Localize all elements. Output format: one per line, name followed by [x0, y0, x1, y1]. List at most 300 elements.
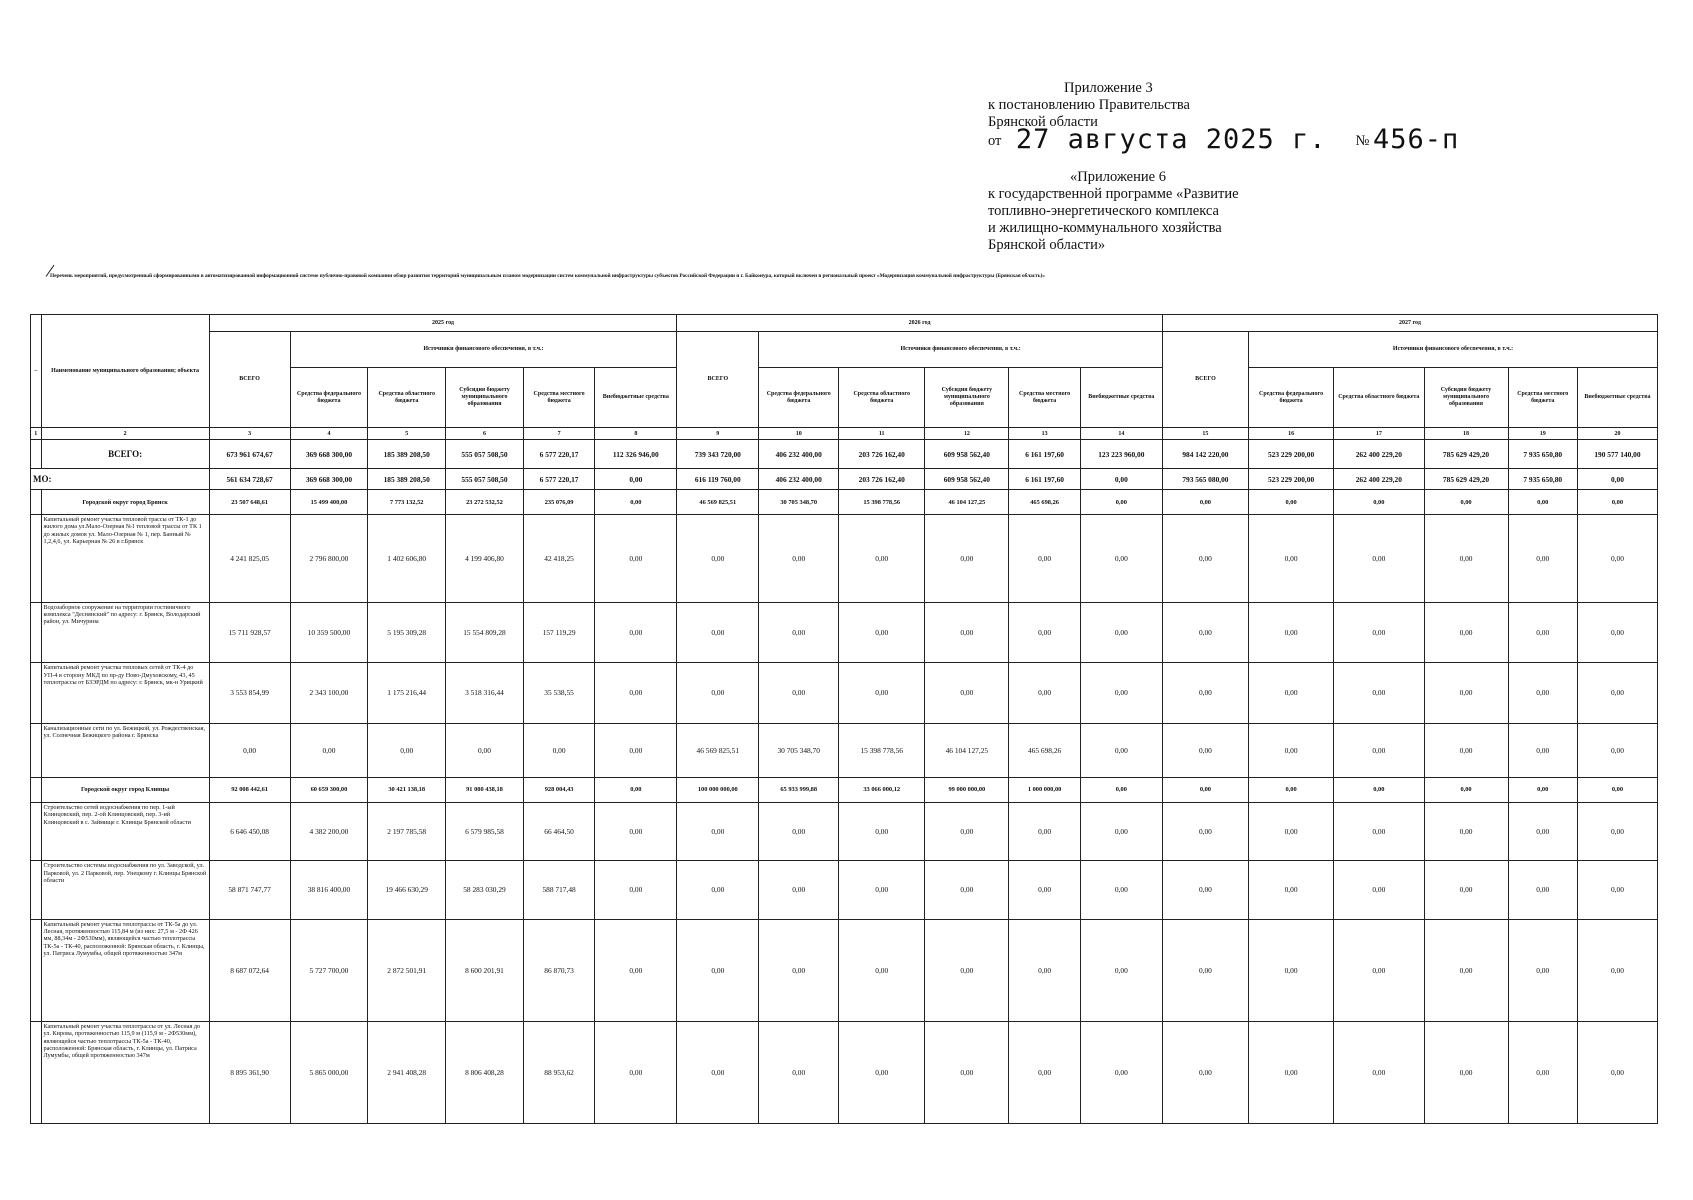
value-cell: 0,00: [677, 861, 759, 919]
sources-2027-header: Источники финансового обеспечения, в т.ч.:: [1249, 332, 1658, 368]
value-cell: 0,00: [1249, 663, 1334, 723]
value-cell: 0,00: [677, 802, 759, 860]
src-extra-header: Внебюджетные средства: [1577, 368, 1657, 428]
value-cell: 157 119,29: [523, 602, 594, 662]
row-index-cell: [31, 802, 42, 860]
src-sub-header: Субсидия бюджету муниципального образования: [925, 368, 1009, 428]
value-cell: 4 199 406,80: [446, 515, 524, 603]
value-cell: 561 634 728,67: [209, 469, 290, 490]
value-cell: 0,00: [1577, 802, 1657, 860]
value-cell: 0,00: [1508, 919, 1577, 1021]
value-cell: 0,00: [677, 515, 759, 603]
row-label: Городской округ город Клинцы: [41, 777, 209, 802]
row-label: Городской округ город Брянск: [41, 490, 209, 515]
row-index-cell: [31, 602, 42, 662]
value-cell: 0,00: [1080, 602, 1162, 662]
value-cell: 0,00: [1508, 802, 1577, 860]
value-cell: 0,00: [1424, 490, 1508, 515]
value-cell: 0,00: [1249, 602, 1334, 662]
value-cell: 0,00: [595, 1021, 677, 1123]
row-label: Канализационные сети по ул. Бежицкой, ул. Рождественская, ул. Солнечная Бежицкого района г. Брянска: [41, 723, 209, 777]
value-cell: 0,00: [1334, 490, 1424, 515]
value-cell: 15 499 400,00: [290, 490, 368, 515]
value-cell: 0,00: [1577, 723, 1657, 777]
value-cell: 0,00: [1162, 802, 1248, 860]
value-cell: 4 241 825,05: [209, 515, 290, 603]
src-loc-header: Средства местного бюджета: [1009, 368, 1080, 428]
value-cell: 0,00: [759, 802, 839, 860]
table-row: [31, 802, 1658, 860]
value-cell: 369 668 300,00: [290, 469, 368, 490]
value-cell: 0,00: [1249, 490, 1334, 515]
value-cell: 6 646 450,08: [209, 802, 290, 860]
table-row: [31, 861, 1658, 919]
value-cell: 0,00: [1249, 723, 1334, 777]
value-cell: 0,00: [1009, 663, 1080, 723]
appendix-line: к государственной программе «Развитие: [988, 186, 1239, 202]
value-cell: 35 538,55: [523, 663, 594, 723]
value-cell: 0,00: [1162, 490, 1248, 515]
value-cell: 0,00: [1508, 861, 1577, 919]
value-cell: 0,00: [1009, 515, 1080, 603]
value-cell: 0,00: [677, 663, 759, 723]
value-cell: 0,00: [839, 802, 925, 860]
value-cell: 88 953,62: [523, 1021, 594, 1123]
value-cell: 0,00: [1249, 777, 1334, 802]
value-cell: 785 629 429,20: [1424, 469, 1508, 490]
value-cell: 38 816 400,00: [290, 861, 368, 919]
value-cell: 8 600 201,91: [446, 919, 524, 1021]
value-cell: 30 705 348,70: [759, 723, 839, 777]
value-cell: 0,00: [839, 861, 925, 919]
value-cell: 0,00: [1577, 1021, 1657, 1123]
value-cell: 65 933 999,88: [759, 777, 839, 802]
row-label: Капитальный ремонт участка теплотрассы от ул. Лесная до ул. Кирова, протяженностью 115,9 м (115,9 м - 2Ф530мм), являющейся частью теплотрассы ТК-5а - ТК-40, расположенной: Брянская область, г. Клинцы, ул. Патриса Лумумбы, общей протяженностью 347м: [41, 1021, 209, 1123]
value-cell: 0,00: [1508, 515, 1577, 603]
value-cell: 0,00: [595, 861, 677, 919]
value-cell: 0,00: [1424, 919, 1508, 1021]
value-cell: 5 865 000,00: [290, 1021, 368, 1123]
value-cell: 123 223 960,00: [1080, 440, 1162, 469]
value-cell: 235 076,09: [523, 490, 594, 515]
value-cell: 0,00: [595, 515, 677, 603]
value-cell: 0,00: [1577, 663, 1657, 723]
value-cell: 0,00: [759, 602, 839, 662]
table-row: [31, 515, 1658, 603]
src-sub-header: Субсидия бюджету муниципального образования: [446, 368, 524, 428]
sources-2025-header: Источники финансового обеспечения, в т.ч.:: [290, 332, 677, 368]
value-cell: 7 935 650,80: [1508, 440, 1577, 469]
value-cell: 0,00: [368, 723, 446, 777]
column-number: 18: [1424, 428, 1508, 440]
value-cell: 0,00: [1009, 802, 1080, 860]
value-cell: 0,00: [1577, 602, 1657, 662]
value-cell: 0,00: [1508, 602, 1577, 662]
column-number: 19: [1508, 428, 1577, 440]
column-number: 13: [1009, 428, 1080, 440]
value-cell: 673 961 674,67: [209, 440, 290, 469]
appendix-header: [988, 80, 1508, 254]
value-cell: 0,00: [1577, 861, 1657, 919]
value-cell: 19 466 630,29: [368, 861, 446, 919]
value-cell: 588 717,48: [523, 861, 594, 919]
row-label: Капитальный ремонт участка теплотрассы от ТК-5а до ул. Лесная, протяженностью 115,84 м (из них: 27,5 м - 2Ф 426 мм, 88,34м - 2Ф530мм), являющейся частью теплотрассы ТК-5а - ТК-40, расположенной: Брянская область, г. Клинцы, ул. Патриса Лумумбы, общей протяженностью 347м: [41, 919, 209, 1021]
row-index-cell: [31, 861, 42, 919]
value-cell: 99 000 000,00: [925, 777, 1009, 802]
value-cell: 0,00: [1249, 1021, 1334, 1123]
value-cell: 0,00: [1577, 490, 1657, 515]
row-label: Строительство системы водоснабжения по ул. Заводской, ул. Парковой, ул. 2 Парковой, пер. Унецкому г. Клинцы Брянской области: [41, 861, 209, 919]
value-cell: 465 698,26: [1009, 723, 1080, 777]
year-2026-header: 2026 год: [677, 315, 1163, 332]
value-cell: 8 806 408,28: [446, 1021, 524, 1123]
value-cell: 0,00: [839, 663, 925, 723]
value-cell: 0,00: [1577, 515, 1657, 603]
table-row: [31, 440, 1658, 469]
value-cell: 2 796 800,00: [290, 515, 368, 603]
row-index-cell: [31, 723, 42, 777]
value-cell: 0,00: [1080, 469, 1162, 490]
row-index-cell: [31, 663, 42, 723]
appendix-line: и жилищно-коммунального хозяйства: [988, 220, 1222, 236]
value-cell: 58 871 747,77: [209, 861, 290, 919]
value-cell: 369 668 300,00: [290, 440, 368, 469]
column-number: 20: [1577, 428, 1657, 440]
column-number: 2: [41, 428, 209, 440]
row-label: Водозаборное сооружение на территории гостиничного комплекса "Деснянский" по адресу: г. Брянск, Володарский район, ул. Мичурина: [41, 602, 209, 662]
value-cell: 2 941 408,28: [368, 1021, 446, 1123]
value-cell: 10 359 500,00: [290, 602, 368, 662]
value-cell: 30 705 348,70: [759, 490, 839, 515]
value-cell: 406 232 400,00: [759, 440, 839, 469]
value-cell: 0,00: [1249, 802, 1334, 860]
value-cell: 0,00: [1080, 1021, 1162, 1123]
table-row: [31, 663, 1658, 723]
value-cell: 8 687 072,64: [209, 919, 290, 1021]
value-cell: 33 066 000,12: [839, 777, 925, 802]
value-cell: 0,00: [925, 602, 1009, 662]
column-number-row: [31, 428, 1658, 440]
value-cell: 6 579 985,58: [446, 802, 524, 860]
value-cell: 0,00: [925, 663, 1009, 723]
value-cell: 0,00: [1508, 490, 1577, 515]
value-cell: 0,00: [759, 919, 839, 1021]
value-cell: 609 958 562,40: [925, 469, 1009, 490]
value-cell: 555 057 508,50: [446, 469, 524, 490]
funding-table: [30, 314, 1658, 1124]
value-cell: 0,00: [1508, 723, 1577, 777]
value-cell: 91 080 438,18: [446, 777, 524, 802]
value-cell: 5 195 309,28: [368, 602, 446, 662]
table-row: [31, 723, 1658, 777]
value-cell: 0,00: [677, 602, 759, 662]
value-cell: 15 554 809,28: [446, 602, 524, 662]
value-cell: 46 569 825,51: [677, 490, 759, 515]
year-2025-header: 2025 год: [209, 315, 677, 332]
number-label: №: [1355, 133, 1370, 149]
value-cell: 0,00: [1080, 490, 1162, 515]
value-cell: 0,00: [1080, 723, 1162, 777]
value-cell: 203 726 162,40: [839, 440, 925, 469]
value-cell: 0,00: [1009, 602, 1080, 662]
value-cell: 0,00: [1424, 663, 1508, 723]
row-index-cell: [31, 919, 42, 1021]
value-cell: 1 175 216,44: [368, 663, 446, 723]
value-cell: 0,00: [1162, 515, 1248, 603]
value-cell: 0,00: [595, 919, 677, 1021]
value-cell: 185 389 208,50: [368, 469, 446, 490]
value-cell: 0,00: [1424, 723, 1508, 777]
value-cell: 262 400 229,20: [1334, 469, 1424, 490]
value-cell: 0,00: [1508, 663, 1577, 723]
table-row: [31, 469, 1658, 490]
value-cell: 58 283 030,29: [446, 861, 524, 919]
value-cell: 5 727 700,00: [290, 919, 368, 1021]
value-cell: 0,00: [839, 1021, 925, 1123]
value-cell: 0,00: [839, 602, 925, 662]
column-number: 14: [1080, 428, 1162, 440]
src-reg-header: Средства областного бюджета: [1334, 368, 1424, 428]
value-cell: 0,00: [595, 663, 677, 723]
value-cell: 0,00: [1334, 663, 1424, 723]
value-cell: 203 726 162,40: [839, 469, 925, 490]
value-cell: 15 398 778,56: [839, 723, 925, 777]
value-cell: 0,00: [446, 723, 524, 777]
value-cell: 406 232 400,00: [759, 469, 839, 490]
row-index-cell: [31, 515, 42, 603]
src-extra-header: Внебюджетные средства: [1080, 368, 1162, 428]
row-label: Строительство сетей водоснабжения по пер. 1-ый Клинцовский, пер. 2-ой Клинцовский, пер. 3-ий Клинцовский в с. Займище г. Клинцы Брянской области: [41, 802, 209, 860]
row-index-cell: [31, 490, 42, 515]
value-cell: 92 008 442,61: [209, 777, 290, 802]
row-label: МО:: [31, 469, 210, 490]
appendix-line: «Приложение 6: [1070, 169, 1166, 185]
src-reg-header: Средства областного бюджета: [368, 368, 446, 428]
column-number: 12: [925, 428, 1009, 440]
value-cell: 0,00: [1424, 861, 1508, 919]
value-cell: 185 389 208,50: [368, 440, 446, 469]
value-cell: 0,00: [523, 723, 594, 777]
value-cell: 0,00: [925, 515, 1009, 603]
value-cell: 0,00: [925, 919, 1009, 1021]
column-number: 9: [677, 428, 759, 440]
value-cell: 928 004,43: [523, 777, 594, 802]
value-cell: 523 229 200,00: [1249, 469, 1334, 490]
value-cell: 0,00: [925, 802, 1009, 860]
value-cell: 100 000 000,00: [677, 777, 759, 802]
column-number: 6: [446, 428, 524, 440]
value-cell: 46 104 127,25: [925, 490, 1009, 515]
value-cell: 0,00: [1508, 1021, 1577, 1123]
value-cell: 0,00: [1080, 777, 1162, 802]
value-cell: 8 895 361,90: [209, 1021, 290, 1123]
value-cell: 0,00: [1424, 515, 1508, 603]
value-cell: 0,00: [759, 663, 839, 723]
value-cell: 0,00: [839, 515, 925, 603]
value-cell: 0,00: [759, 515, 839, 603]
value-cell: 0,00: [1424, 777, 1508, 802]
sources-2026-header: Источники финансового обеспечения, в т.ч.:: [759, 332, 1163, 368]
src-loc-header: Средства местного бюджета: [1508, 368, 1577, 428]
value-cell: 6 161 197,60: [1009, 469, 1080, 490]
src-fed-header: Средства федерального бюджета: [759, 368, 839, 428]
value-cell: 0,00: [1009, 861, 1080, 919]
column-number: 11: [839, 428, 925, 440]
row-index-cell: [31, 1021, 42, 1123]
value-cell: 0,00: [925, 861, 1009, 919]
src-fed-header: Средства федерального бюджета: [1249, 368, 1334, 428]
value-cell: 0,00: [1249, 515, 1334, 603]
column-number: 15: [1162, 428, 1248, 440]
value-cell: 609 958 562,40: [925, 440, 1009, 469]
value-cell: 0,00: [1162, 919, 1248, 1021]
row-label: Капитальный ремонт участка тепловых сетей от ТК-4 до УП-4 в сторону МКД по пр-ду Ново-Дмуховскому, 43, 45 теплотрассы от БЗЭРДМ по адресу: г. Брянск, мк-н Урицкий: [41, 663, 209, 723]
value-cell: 0,00: [1334, 861, 1424, 919]
value-cell: 0,00: [677, 1021, 759, 1123]
appendix-line: Брянской области»: [988, 237, 1106, 253]
value-cell: 0,00: [1334, 515, 1424, 603]
column-number: 4: [290, 428, 368, 440]
value-cell: 984 142 220,00: [1162, 440, 1248, 469]
value-cell: 0,00: [1080, 802, 1162, 860]
row-index-cell: [31, 440, 42, 469]
src-extra-header: Внебюджетные средства: [595, 368, 677, 428]
value-cell: 42 418,25: [523, 515, 594, 603]
value-cell: 0,00: [1162, 723, 1248, 777]
value-cell: 0,00: [209, 723, 290, 777]
value-cell: 15 711 928,57: [209, 602, 290, 662]
from-label: от: [988, 133, 1002, 149]
value-cell: 0,00: [1009, 1021, 1080, 1123]
value-cell: 0,00: [1162, 602, 1248, 662]
value-cell: 0,00: [1080, 861, 1162, 919]
value-cell: 2 197 785,58: [368, 802, 446, 860]
value-cell: 3 553 854,99: [209, 663, 290, 723]
value-cell: 0,00: [1424, 1021, 1508, 1123]
value-cell: 15 398 778,56: [839, 490, 925, 515]
column-number: 10: [759, 428, 839, 440]
value-cell: 46 104 127,25: [925, 723, 1009, 777]
total-2027-header: ВСЕГО: [1162, 332, 1248, 428]
table-row: [31, 602, 1658, 662]
value-cell: 86 870,73: [523, 919, 594, 1021]
value-cell: 793 565 080,00: [1162, 469, 1248, 490]
value-cell: 0,00: [595, 723, 677, 777]
value-cell: 0,00: [595, 469, 677, 490]
table-row: [31, 1021, 1658, 1123]
value-cell: 262 400 229,20: [1334, 440, 1424, 469]
date-number-row: [988, 124, 1508, 157]
value-cell: 0,00: [1334, 602, 1424, 662]
value-cell: 523 229 200,00: [1249, 440, 1334, 469]
value-cell: 0,00: [595, 802, 677, 860]
total-2025-header: ВСЕГО: [209, 332, 290, 428]
value-cell: 0,00: [1080, 663, 1162, 723]
document-title: Перечень мероприятий, предусмотренный сформированными в автоматизированной информационной системе публично-правовой компании обзор развития территорий муниципальным планом модернизации систем коммунальной инфраструктуры субъектов Российской Федерации и г. Байконура, который включен в региональный проект «Модернизация коммунальной инфраструктуры (Брянская область)»: [50, 273, 1045, 279]
value-cell: 555 057 508,50: [446, 440, 524, 469]
col-index-header: –: [31, 315, 42, 428]
value-cell: 0,00: [759, 861, 839, 919]
value-cell: 0,00: [839, 919, 925, 1021]
column-number: 16: [1249, 428, 1334, 440]
value-cell: 0,00: [595, 490, 677, 515]
value-cell: 0,00: [1334, 919, 1424, 1021]
value-cell: 0,00: [1162, 1021, 1248, 1123]
value-cell: 6 577 220,17: [523, 440, 594, 469]
value-cell: 0,00: [1508, 777, 1577, 802]
year-2027-header: 2027 год: [1162, 315, 1657, 332]
col-name-header: Наименование муниципального образования; объекта: [41, 315, 209, 428]
value-cell: 0,00: [1334, 723, 1424, 777]
value-cell: 0,00: [1162, 663, 1248, 723]
value-cell: 4 382 200,00: [290, 802, 368, 860]
value-cell: 3 518 316,44: [446, 663, 524, 723]
column-number: 8: [595, 428, 677, 440]
value-cell: 30 421 138,18: [368, 777, 446, 802]
value-cell: 0,00: [595, 602, 677, 662]
value-cell: 739 343 720,00: [677, 440, 759, 469]
value-cell: 23 272 532,52: [446, 490, 524, 515]
value-cell: 1 000 000,00: [1009, 777, 1080, 802]
value-cell: 0,00: [677, 919, 759, 1021]
column-number: 3: [209, 428, 290, 440]
src-sub-header: Субсидия бюджету муниципального образования: [1424, 368, 1508, 428]
value-cell: 0,00: [925, 1021, 1009, 1123]
value-cell: 6 577 220,17: [523, 469, 594, 490]
value-cell: 0,00: [759, 1021, 839, 1123]
table-row: [31, 777, 1658, 802]
value-cell: 0,00: [1334, 1021, 1424, 1123]
value-cell: 7 935 650,80: [1508, 469, 1577, 490]
value-cell: 112 326 946,00: [595, 440, 677, 469]
total-2026-header: ВСЕГО: [677, 332, 759, 428]
value-cell: 0,00: [1424, 602, 1508, 662]
value-cell: 0,00: [290, 723, 368, 777]
src-loc-header: Средства местного бюджета: [523, 368, 594, 428]
table-row: [31, 490, 1658, 515]
value-cell: 0,00: [1334, 802, 1424, 860]
value-cell: 0,00: [595, 777, 677, 802]
value-cell: 0,00: [1249, 919, 1334, 1021]
value-cell: 0,00: [1162, 777, 1248, 802]
appendix-line: Приложение 3: [1064, 80, 1153, 96]
table-row: [31, 919, 1658, 1021]
appendix-line: Брянской области: [988, 114, 1098, 130]
value-cell: 0,00: [1424, 802, 1508, 860]
src-reg-header: Средства областного бюджета: [839, 368, 925, 428]
value-cell: 1 402 606,80: [368, 515, 446, 603]
table-body: [31, 440, 1658, 1124]
row-index-cell: [31, 777, 42, 802]
column-number: 17: [1334, 428, 1424, 440]
value-cell: 0,00: [1009, 919, 1080, 1021]
column-number: 7: [523, 428, 594, 440]
appendix-line: к постановлению Правительства: [988, 97, 1190, 113]
decree-date: 27 августа 2025 г.: [1015, 124, 1327, 155]
value-cell: 465 698,26: [1009, 490, 1080, 515]
value-cell: 616 119 760,00: [677, 469, 759, 490]
value-cell: 190 577 140,00: [1577, 440, 1657, 469]
value-cell: 46 569 825,51: [677, 723, 759, 777]
src-fed-header: Средства федерального бюджета: [290, 368, 368, 428]
value-cell: 0,00: [1080, 515, 1162, 603]
value-cell: 0,00: [1577, 469, 1657, 490]
row-label: ВСЕГО:: [41, 440, 209, 469]
column-number: 1: [31, 428, 42, 440]
value-cell: 2 343 100,00: [290, 663, 368, 723]
column-number: 5: [368, 428, 446, 440]
value-cell: 66 464,50: [523, 802, 594, 860]
